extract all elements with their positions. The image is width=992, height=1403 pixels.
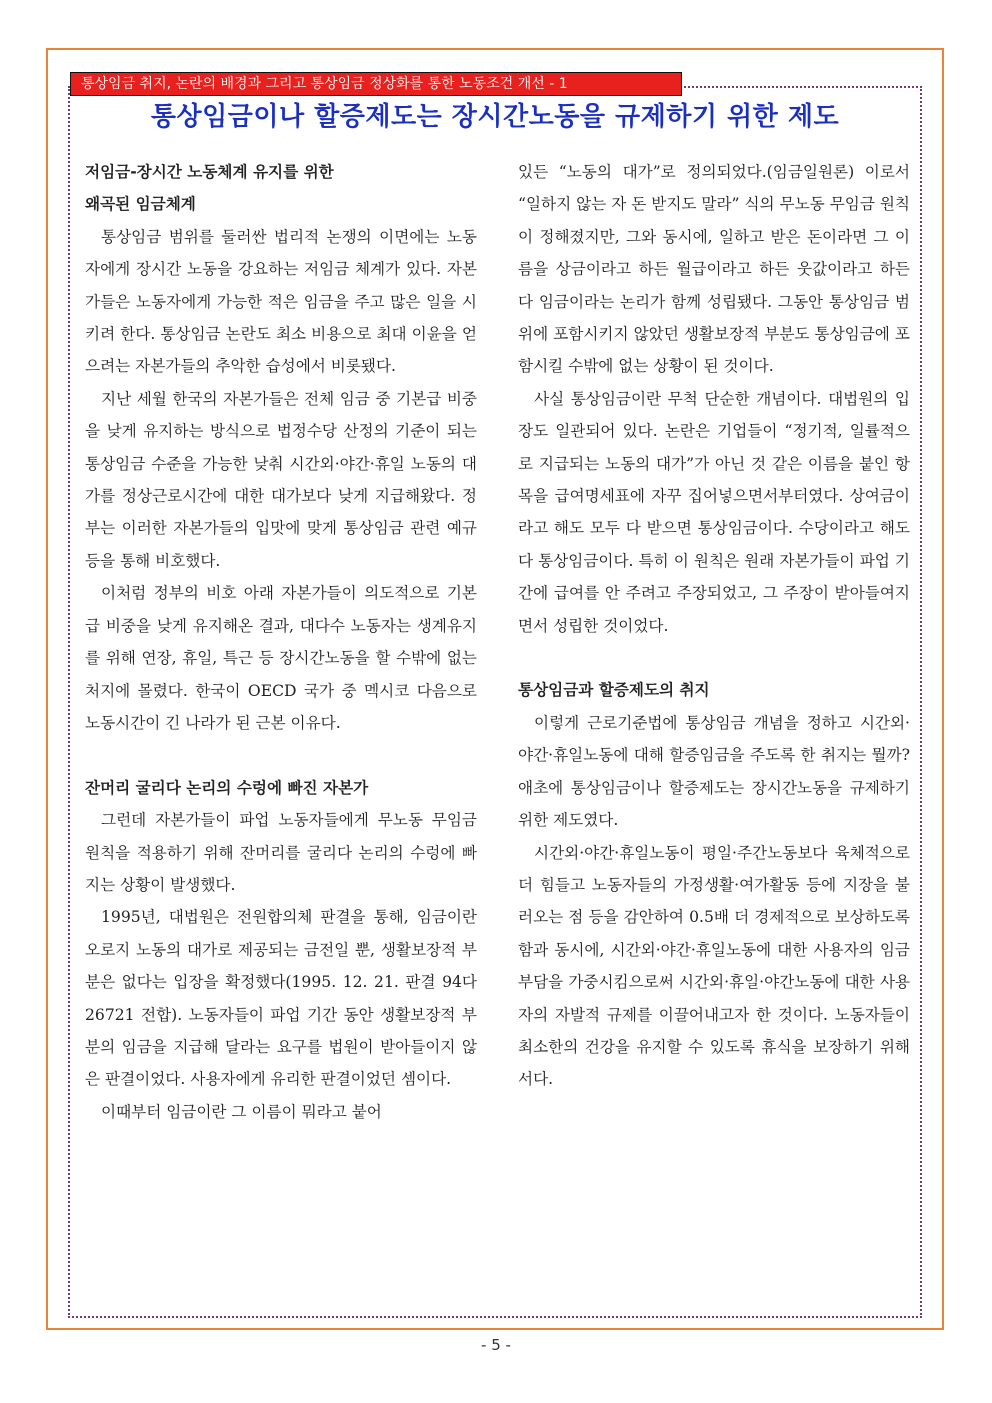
paragraph: 이때부터 임금이란 그 이름이 뭐라고 붙어: [101, 1102, 382, 1121]
page-number: - 5 -: [481, 1336, 511, 1354]
section-heading-1-line-2: 왜곡된 임금체계: [85, 195, 196, 214]
paragraph: 있든 “노동의 대가”로 정의되었다.(임금일원론) 이로서 “일하지 않는 자 돈 받지도 말라” 식의 무노동 무임금 원칙이 정해졌지만, 그와 동시에, 일하고 받은 돈이라면 그 이름을 상금이라고 하든 월급이라고 하든 웃값이라고 하든 다 임금이라는 논리가 함께 성립됐다. 그동안 통상임금 범위에 포함시키지 않았던 생활보장적 부분도 통상임금에 포함시킬 수밖에 없는 상황이 된 것이다.: [518, 163, 910, 376]
paragraph: 그런데 자본가들이 파업 노동자들에게 무노동 무임금 원칙을 적용하기 위해 잔머리를 굴리다 논리의 수렁에 빠지는 상황이 발생했다.: [85, 811, 477, 894]
paragraph: 1995년, 대법원은 전원합의체 판결을 통해, 임금이란 오로지 노동의 대가로 제공되는 금전일 뿐, 생활보장적 부분은 없다는 입장을 확정했다(1995. 12. 21. 판결 94다26721 전합). 노동자들이 파업 기간 동안 생활보장적 부분의 임금을 지급해 달라는 요구를 법원이 받아들이지 않은 판결이었다. 사용자에게 유리한 판결이었던 셈이다.: [85, 908, 477, 1089]
paragraph: 통상임금 범위를 둘러싼 법리적 논쟁의 이면에는 노동자에게 장시간 노동을 강요하는 저임금 체계가 있다. 자본가들은 노동자에게 가능한 적은 임금을 주고 많은 일을 시키려 한다. 통상임금 논란도 최소 비용으로 최대 이윤을 얻으려는 자본가들의 추악한 습성에서 비롯됐다.: [85, 227, 477, 376]
section-heading-2: 잔머리 굴리다 논리의 수렁에 빠진 자본가: [85, 778, 369, 797]
section-spacer: [518, 642, 910, 674]
section-heading-1-line-1: 저임금-장시간 노동체계 유지를 위한: [85, 163, 334, 181]
paragraph: 시간외·야간·휴일노동이 평일·주간노동보다 육체적으로 더 힘들고 노동자들의 가정생활·여가활동 등에 지장을 불러오는 점 등을 감안하여 0.5배 더 경제적으로 보상하도록 함과 동시에, 시간외·야간·휴일노동에 대한 사용자의 임금부담을 가중시킴으로써 시간외·휴일·야간노동에 대한 사용자의 자발적 규제를 이끌어내고자 한 것이다. 노동자들이 최소한의 건강을 유지할 수 있도록 휴식을 보장하기 위해서다.: [518, 843, 910, 1089]
paragraph: 지난 세월 한국의 자본가들은 전체 임금 중 기본급 비중을 낮게 유지하는 방식으로 법정수당 산정의 기준이 되는 통상임금 수준을 가능한 낮춰 시간외·야간·휴일 노동의 대가를 정상근로시간에 대한 대가보다 낮게 지급해왔다. 정부는 이러한 자본가들의 입맛에 맞게 통상임금 관련 예규 등을 통해 비호했다.: [85, 389, 477, 570]
section-spacer: [85, 739, 477, 771]
right-column: [518, 156, 910, 1096]
series-banner: 통상임금 취지, 논란의 배경과 그리고 통상임금 정상화를 통한 노동조건 개선 - 1: [70, 72, 682, 96]
paragraph: 사실 통상임금이란 무척 단순한 개념이다. 대법원의 입장도 일관되어 있다. 논란은 기업들이 “정기적, 일률적으로 지급되는 노동의 대가”가 아닌 것 같은 이름을 붙인 항목을 급여명세표에 자꾸 집어넣으면서부터였다. 상여금이라고 해도 모두 다 받으면 통상임금이다. 수당이라고 해도 다 통상임금이다. 특히 이 원칙은 원래 자본가들이 파업 기간에 급여를 안 주려고 주장되었고, 그 주장이 받아들여지면서 성립한 것이었다.: [518, 389, 910, 635]
paragraph: 이렇게 근로기준법에 통상임금 개념을 정하고 시간외·야간·휴일노동에 대해 할증임금을 주도록 한 취지는 뭘까? 애초에 통상임금이나 할증제도는 장시간노동을 규제하기 위한 제도였다.: [518, 713, 910, 830]
article-headline: 통상임금이나 할증제도는 장시간노동을 규제하기 위한 제도: [150, 102, 840, 132]
left-column: [85, 156, 477, 1128]
paragraph: 이처럼 정부의 비호 아래 자본가들이 의도적으로 기본급 비중을 낮게 유지해온 결과, 대다수 노동자는 생계유지를 위해 연장, 휴일, 특근 등 장시간노동을 할 수밖에 없는 처지에 몰렸다. 한국이 OECD 국가 중 멕시코 다음으로 노동시간이 긴 나라가 된 근본 이유다.: [85, 584, 477, 732]
section-heading-3: 통상임금과 할증제도의 취지: [518, 681, 710, 700]
